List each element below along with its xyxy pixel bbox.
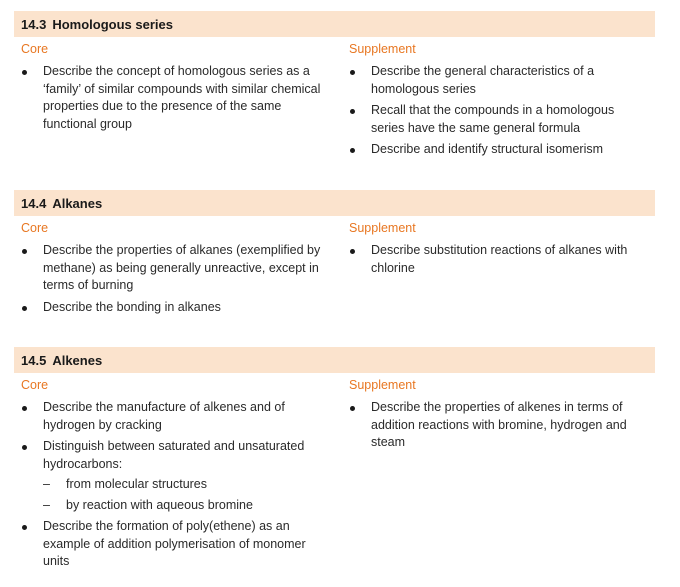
dash-icon: – bbox=[43, 497, 50, 512]
list-item bbox=[349, 242, 649, 277]
list-item bbox=[21, 242, 321, 295]
section-14-4 bbox=[14, 190, 655, 314]
core-column bbox=[21, 216, 321, 320]
section-14-3 bbox=[14, 11, 655, 156]
core-list bbox=[21, 242, 321, 316]
dash-icon: – bbox=[43, 477, 50, 491]
section-header bbox=[14, 190, 655, 216]
list-item-text: Describe the concept of homologous series as a ‘family’ of similar compounds with similar chemical properties due to the presence of the same functional group bbox=[43, 64, 321, 131]
section-number: 14.3 bbox=[21, 16, 47, 32]
section-title: Alkanes bbox=[52, 195, 103, 211]
supplement-column bbox=[349, 216, 649, 281]
bullet-icon bbox=[22, 306, 27, 311]
core-list bbox=[21, 399, 321, 571]
bullet-icon bbox=[22, 445, 27, 450]
core-label: Core bbox=[21, 221, 49, 235]
sub-list-item-text: from molecular structures bbox=[66, 477, 208, 491]
list-item-text: Describe the bonding in alkanes bbox=[43, 299, 221, 314]
list-item-text: Describe substitution reactions of alkanes with chlorine bbox=[371, 243, 628, 275]
supplement-list bbox=[349, 63, 649, 159]
section-title: Alkenes bbox=[52, 352, 103, 368]
supplement-label: Supplement bbox=[349, 378, 416, 392]
core-list bbox=[21, 63, 321, 133]
section-number: 14.5 bbox=[21, 352, 47, 368]
list-item bbox=[21, 299, 321, 317]
section-14-5 bbox=[14, 347, 655, 568]
supplement-label: Supplement bbox=[349, 221, 416, 235]
list-item-text: Describe and identify structural isomerism bbox=[371, 142, 604, 156]
supplement-column bbox=[349, 373, 649, 456]
supplement-list bbox=[349, 399, 649, 452]
section-number: 14.4 bbox=[21, 195, 47, 211]
list-item-text: Distinguish between saturated and unsaturated hydrocarbons: bbox=[43, 439, 305, 471]
list-item bbox=[349, 141, 649, 159]
core-label: Core bbox=[21, 42, 49, 56]
bullet-icon bbox=[22, 70, 27, 75]
supplement-column bbox=[349, 37, 649, 163]
core-label: Core bbox=[21, 378, 49, 392]
sub-list-item bbox=[43, 476, 321, 494]
core-column bbox=[21, 37, 321, 137]
bullet-icon bbox=[22, 406, 27, 411]
sub-list-item-text: by reaction with aqueous bromine bbox=[66, 497, 253, 512]
list-item bbox=[349, 399, 649, 452]
list-item-text: Describe the properties of alkenes in terms of addition reactions with bromine, hydrogen and steam bbox=[371, 400, 627, 449]
section-title: Homologous series bbox=[52, 16, 173, 32]
bullet-icon bbox=[350, 249, 355, 254]
list-item-text: Describe the manufacture of alkenes and of hydrogen by cracking bbox=[43, 400, 285, 432]
list-item bbox=[21, 518, 321, 571]
supplement-label: Supplement bbox=[349, 42, 416, 56]
bullet-icon bbox=[350, 406, 355, 411]
list-item-text: Describe the general characteristics of a homologous series bbox=[371, 64, 595, 96]
bullet-icon bbox=[350, 70, 355, 75]
list-item bbox=[21, 63, 321, 133]
list-item bbox=[21, 399, 321, 434]
supplement-list bbox=[349, 242, 649, 277]
list-item-text: Describe the properties of alkanes (exemplified by methane) as being generally unreactive, except in terms of burning bbox=[43, 243, 321, 292]
sub-list bbox=[43, 476, 321, 514]
list-item bbox=[349, 102, 649, 137]
section-header bbox=[14, 347, 655, 373]
section-header bbox=[14, 11, 655, 37]
bullet-icon bbox=[22, 525, 27, 530]
list-item bbox=[21, 438, 321, 514]
list-item bbox=[349, 63, 649, 98]
bullet-icon bbox=[350, 148, 355, 153]
bullet-icon bbox=[350, 109, 355, 114]
bullet-icon bbox=[22, 249, 27, 254]
list-item-text: Describe the formation of poly(ethene) as an example of addition polymerisation of monomer units bbox=[43, 519, 306, 568]
list-item-text: Recall that the compounds in a homologous series have the same general formula bbox=[371, 103, 615, 135]
sub-list-item bbox=[43, 497, 321, 515]
core-column bbox=[21, 373, 321, 575]
